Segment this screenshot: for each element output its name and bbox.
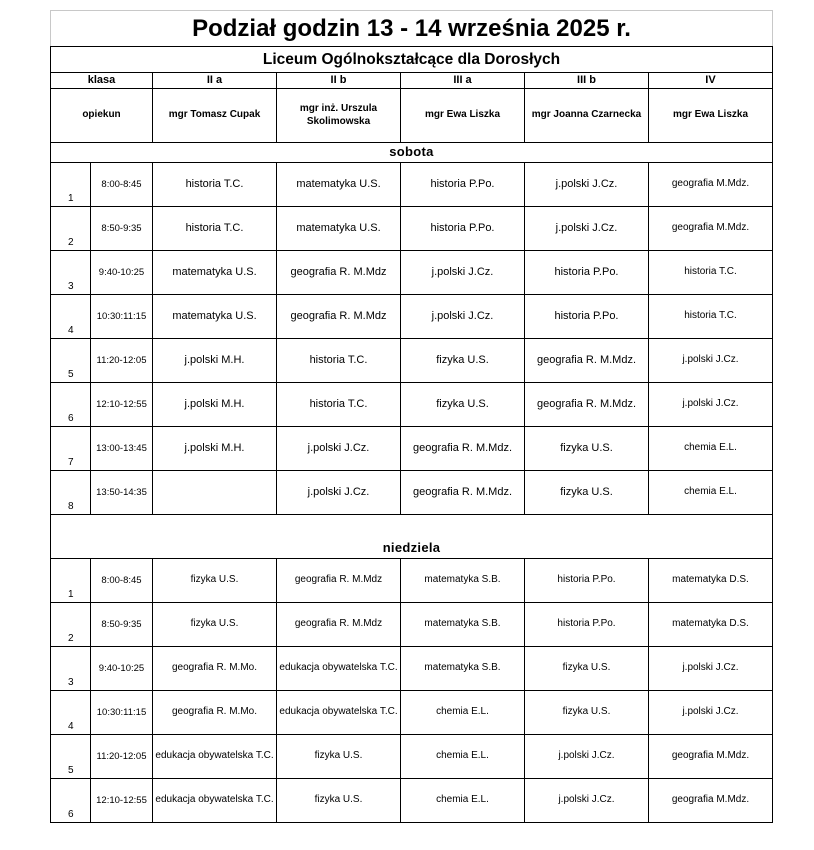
lesson-cell: fizyka U.S. [525,471,649,515]
lesson-number: 5 [51,339,91,383]
lesson-cell: historia T.C. [153,207,277,251]
class-name: II a [153,73,277,89]
lesson-cell: edukacja obywatelska T.C. [277,647,401,691]
lesson-cell: historia T.C. [277,383,401,427]
tutor-header-label: opiekun [51,89,153,143]
class-name: IV [649,73,773,89]
lesson-cell: j.polski J.Cz. [649,383,773,427]
lesson-row [51,471,773,515]
lesson-row [51,207,773,251]
lesson-cell: chemia E.L. [401,779,525,823]
lesson-time: 8:00-8:45 [91,559,153,603]
class-name: III a [401,73,525,89]
lesson-row [51,559,773,603]
lesson-cell: geografia R. M.Mdz. [401,427,525,471]
lesson-cell: matematyka D.S. [649,559,773,603]
lesson-cell: geografia M.Mdz. [649,735,773,779]
tutor-name: mgr Tomasz Cupak [153,89,277,143]
lesson-cell: matematyka S.B. [401,647,525,691]
lesson-cell: geografia M.Mdz. [649,779,773,823]
lesson-cell: geografia R. M.Mdz. [525,339,649,383]
lesson-row [51,647,773,691]
lesson-cell: fizyka U.S. [525,427,649,471]
lesson-number: 2 [51,603,91,647]
lesson-cell: edukacja obywatelska T.C. [277,691,401,735]
lesson-cell: fizyka U.S. [525,647,649,691]
lesson-cell: geografia R. M.Mdz [277,295,401,339]
lesson-number: 2 [51,207,91,251]
lesson-row [51,163,773,207]
lesson-cell: edukacja obywatelska T.C. [153,735,277,779]
lesson-cell: geografia R. M.Mdz [277,251,401,295]
lesson-cell: matematyka U.S. [153,251,277,295]
tutor-name: mgr Joanna Czarnecka [525,89,649,143]
lesson-number: 1 [51,163,91,207]
lesson-cell: geografia M.Mdz. [649,163,773,207]
lesson-cell: fizyka U.S. [277,735,401,779]
lesson-time: 13:00-13:45 [91,427,153,471]
lesson-row [51,735,773,779]
lesson-row [51,427,773,471]
lesson-number: 7 [51,427,91,471]
lesson-cell: matematyka U.S. [153,295,277,339]
lesson-cell: j.polski J.Cz. [649,339,773,383]
lesson-cell: fizyka U.S. [153,603,277,647]
timetable [50,10,773,823]
lesson-cell: historia P.Po. [401,163,525,207]
tutor-name: mgr Ewa Liszka [649,89,773,143]
class-name: II b [277,73,401,89]
class-header-label: klasa [51,73,153,89]
lesson-cell: j.polski J.Cz. [525,163,649,207]
lesson-cell: historia P.Po. [525,559,649,603]
lesson-time: 12:10-12:55 [91,779,153,823]
lesson-row [51,779,773,823]
lesson-number: 8 [51,471,91,515]
lesson-cell: edukacja obywatelska T.C. [153,779,277,823]
lesson-cell: matematyka D.S. [649,603,773,647]
lesson-row [51,603,773,647]
lesson-cell: historia T.C. [649,251,773,295]
lesson-time: 10:30:11:15 [91,691,153,735]
lesson-number: 1 [51,559,91,603]
lesson-number: 6 [51,779,91,823]
lesson-cell: geografia R. M.Mo. [153,647,277,691]
lesson-cell: historia P.Po. [525,251,649,295]
lesson-cell: geografia R. M.Mo. [153,691,277,735]
lesson-time: 8:50-9:35 [91,207,153,251]
timetable-sheet [50,10,773,823]
lesson-cell: geografia R. M.Mdz [277,603,401,647]
lesson-number: 6 [51,383,91,427]
lesson-cell: j.polski J.Cz. [525,779,649,823]
school-name: Liceum Ogólnokształcące dla Dorosłych [51,47,773,73]
lesson-cell: matematyka U.S. [277,163,401,207]
lesson-cell: historia P.Po. [525,295,649,339]
lesson-time: 9:40-10:25 [91,647,153,691]
lesson-cell: j.polski J.Cz. [401,295,525,339]
lesson-number: 3 [51,251,91,295]
lesson-cell: j.polski J.Cz. [525,207,649,251]
lesson-cell: chemia E.L. [649,471,773,515]
lesson-cell: j.polski J.Cz. [277,427,401,471]
lesson-time: 13:50-14:35 [91,471,153,515]
lesson-time: 10:30:11:15 [91,295,153,339]
lesson-time: 11:20-12:05 [91,339,153,383]
lesson-cell: historia T.C. [649,295,773,339]
lesson-cell: j.polski J.Cz. [277,471,401,515]
lesson-number: 3 [51,647,91,691]
lesson-number: 4 [51,295,91,339]
lesson-time: 11:20-12:05 [91,735,153,779]
day-header: niedziela [51,515,773,559]
lesson-cell: fizyka U.S. [401,383,525,427]
lesson-cell: fizyka U.S. [277,779,401,823]
lesson-cell: historia P.Po. [525,603,649,647]
lesson-cell: chemia E.L. [401,691,525,735]
tutor-name: mgr Ewa Liszka [401,89,525,143]
lesson-row [51,251,773,295]
lesson-cell: geografia M.Mdz. [649,207,773,251]
lesson-cell: geografia R. M.Mdz. [525,383,649,427]
lesson-time: 8:00-8:45 [91,163,153,207]
lesson-cell: matematyka S.B. [401,559,525,603]
lesson-cell: historia T.C. [153,163,277,207]
lesson-cell: matematyka U.S. [277,207,401,251]
day-header: sobota [51,143,773,163]
lesson-cell: j.polski M.H. [153,383,277,427]
tutor-name: mgr inż. Urszula Skolimowska [277,89,401,143]
lesson-cell: fizyka U.S. [525,691,649,735]
lesson-time: 8:50-9:35 [91,603,153,647]
lesson-cell: j.polski M.H. [153,339,277,383]
lesson-cell: historia P.Po. [401,207,525,251]
class-name: III b [525,73,649,89]
lesson-number: 5 [51,735,91,779]
lesson-cell: fizyka U.S. [153,559,277,603]
lesson-cell: j.polski J.Cz. [649,691,773,735]
lesson-row [51,691,773,735]
lesson-cell: historia T.C. [277,339,401,383]
lesson-row [51,383,773,427]
lesson-cell: chemia E.L. [401,735,525,779]
lesson-cell [153,471,277,515]
lesson-time: 12:10-12:55 [91,383,153,427]
lesson-cell: geografia R. M.Mdz [277,559,401,603]
lesson-cell: j.polski J.Cz. [525,735,649,779]
lesson-cell: geografia R. M.Mdz. [401,471,525,515]
lesson-cell: j.polski J.Cz. [649,647,773,691]
lesson-cell: j.polski M.H. [153,427,277,471]
lesson-cell: matematyka S.B. [401,603,525,647]
page-title: Podział godzin 13 - 14 września 2025 r. [51,11,773,47]
lesson-cell: j.polski J.Cz. [401,251,525,295]
lesson-number: 4 [51,691,91,735]
lesson-cell: fizyka U.S. [401,339,525,383]
lesson-time: 9:40-10:25 [91,251,153,295]
lesson-cell: chemia E.L. [649,427,773,471]
lesson-row [51,295,773,339]
lesson-row [51,339,773,383]
